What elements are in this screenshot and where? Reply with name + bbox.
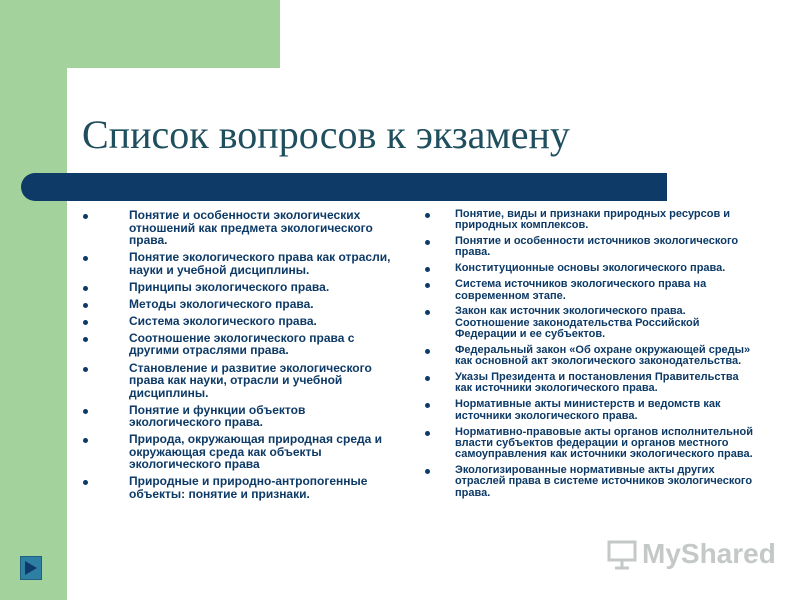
list-item [455, 465, 755, 499]
list-item-text: Соотношение экологического права с другими отраслями права. [129, 330, 355, 358]
next-slide-button[interactable] [20, 556, 42, 580]
list-item [455, 427, 755, 461]
list-item [129, 332, 399, 357]
bullet-icon [425, 240, 430, 245]
list-item-text: Экологизированные нормативные акты других отраслей права в системе источников экологического права. [455, 463, 753, 499]
bullet-icon [83, 337, 88, 342]
list-item-text: Нормативные акты министерств и ведомств как источники экологического права. [455, 398, 721, 422]
bullet-icon [83, 480, 88, 485]
presentation-board-icon [606, 538, 638, 570]
list-item-text: Понятие и функции объектов экологического права. [129, 402, 306, 430]
title-underline-bar [21, 173, 667, 201]
bullet-icon [83, 320, 88, 325]
list-item [455, 306, 755, 340]
bullet-icon [83, 367, 88, 372]
list-item-text: Становление и развитие экологического права как науки, отрасли и учебной дисциплины. [129, 360, 372, 400]
bullet-icon [425, 349, 430, 354]
list-item-text: Природные и природно-антропогенные объекты: понятие и признаки. [129, 474, 368, 501]
list-item-text: Понятие и особенности источников экологического права. [455, 235, 739, 259]
bullet-icon [425, 376, 430, 381]
list-item [129, 433, 399, 471]
list-item [455, 399, 755, 422]
list-item-text: Система экологического права. [129, 313, 317, 328]
bullet-icon [425, 431, 430, 436]
list-item-text: Понятие экологического права как отрасли, науки и учебной дисциплины. [129, 250, 391, 277]
list-item-text: Принципы экологического права. [129, 279, 330, 294]
bullet-icon [425, 267, 430, 272]
list-item-text: Система источников экологического права на современном этапе. [455, 278, 707, 302]
list-item [455, 279, 755, 302]
play-triangle-icon [21, 557, 41, 579]
list-item [129, 298, 399, 311]
bullet-icon [83, 286, 88, 291]
list-item [455, 372, 755, 395]
decor-green-top [0, 0, 280, 68]
list-item [129, 315, 399, 328]
decor-green-left [0, 0, 67, 600]
list-item [129, 281, 399, 294]
list-item [129, 475, 399, 500]
list-item [455, 345, 755, 368]
list-item [129, 251, 399, 276]
bullet-icon [425, 469, 430, 474]
slide-title: Список вопросов к экзамену [82, 112, 570, 157]
list-item [455, 236, 755, 259]
question-list-right [455, 209, 755, 503]
list-item-text: Нормативно-правовые акты органов исполнительной власти субъектов федерации и органов местного самоуправления как источники экологического права. [455, 425, 753, 461]
list-item [129, 404, 399, 429]
bullet-icon [83, 438, 88, 443]
question-list-left [129, 209, 399, 505]
bullet-icon [83, 214, 88, 219]
list-item [455, 209, 755, 232]
list-item [455, 263, 755, 274]
bullet-icon [83, 303, 88, 308]
bullet-icon [425, 403, 430, 408]
bullet-icon [425, 310, 430, 315]
watermark-text: MyShared [642, 538, 776, 569]
bullet-icon [425, 283, 430, 288]
list-item-text: Понятие и особенности экологических отношений как предмета экологического права. [129, 208, 373, 247]
list-item-text: Федеральный закон «Об охране окружающей среды» как основной акт экологического законодательства. [455, 343, 751, 368]
list-item-text: Закон как источник экологического права. Соотношение законодательства Российской Федерации и ее субъектов. [455, 305, 700, 341]
list-item-text: Методы экологического права. [129, 296, 314, 311]
list-item-text: Указы Президента и постановления Правительства как источники экологического права. [455, 371, 739, 395]
list-item-text: Конституционные основы экологического права. [455, 262, 726, 275]
list-item-text: Природа, окружающая природная среда и окружающая среда как объекты экологического права [129, 432, 382, 472]
bullet-icon [83, 409, 88, 414]
list-item-text: Понятие, виды и признаки природных ресурсов и природных комплексов. [455, 208, 731, 232]
bullet-icon [83, 256, 88, 261]
bullet-icon [425, 213, 430, 218]
list-item [129, 362, 399, 400]
watermark [606, 538, 776, 570]
list-item [129, 209, 399, 247]
